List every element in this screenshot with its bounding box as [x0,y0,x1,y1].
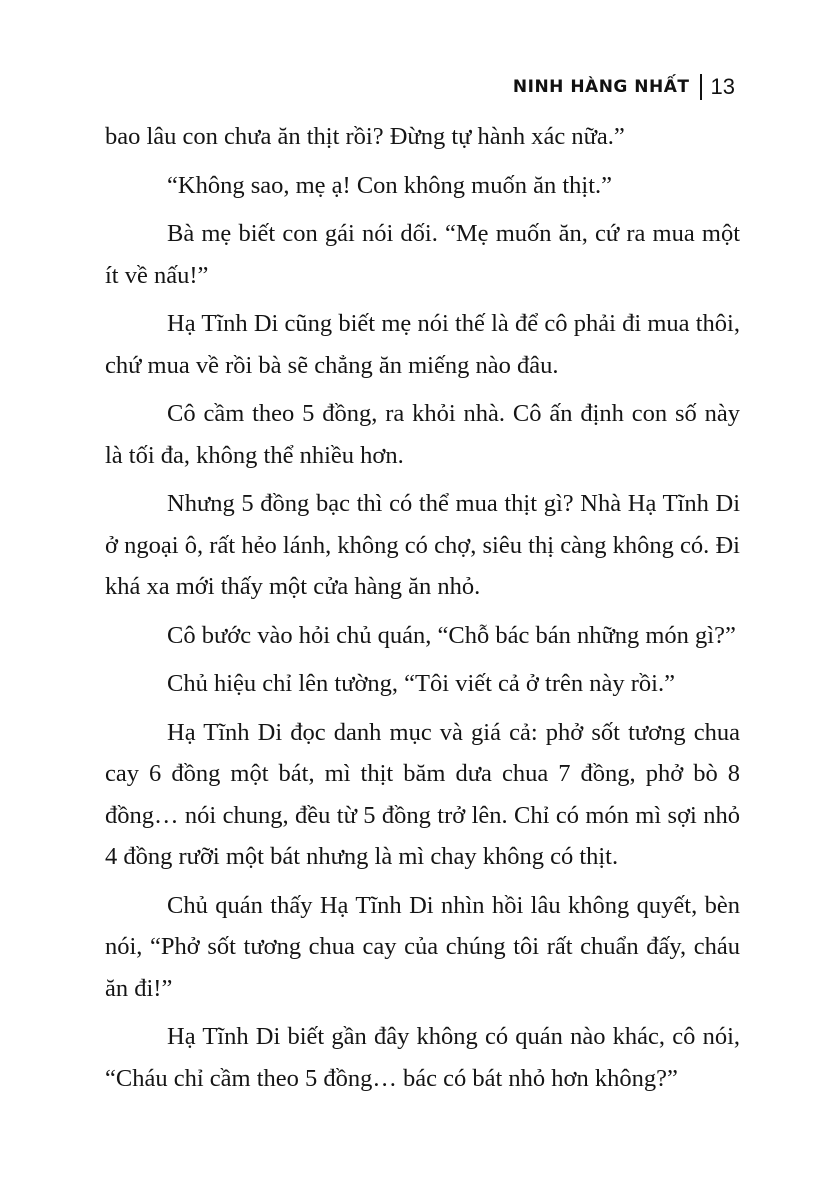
paragraph: Hạ Tĩnh Di cũng biết mẹ nói thế là để cô phải đi mua thôi, chứ mua về rồi bà sẽ chẳng ăn miếng nào đâu. [105,310,740,379]
paragraph: Chủ quán thấy Hạ Tĩnh Di nhìn hồi lâu không quyết, bèn nói, “Phở sốt tương chua cay của chúng tôi rất chuẩn đấy, cháu ăn đi!” [105,891,740,1002]
page-number: 13 [710,74,735,99]
paragraph: bao lâu con chưa ăn thịt rồi? Đừng tự hành xác nữa.” [105,123,625,150]
paragraph: Chủ hiệu chỉ lên tường, “Tôi viết cả ở trên này rồi.” [167,670,675,697]
paragraph: Cô bước vào hỏi chủ quán, “Chỗ bác bán những món gì?” [167,621,736,649]
paragraph: Nhưng 5 đồng bạc thì có thể mua thịt gì? Nhà Hạ Tĩnh Di ở ngoại ô, rất hẻo lánh, không có chợ, siêu thị càng không có. Đi khá xa mới thấy một cửa hàng ăn nhỏ. [105,490,740,600]
header-divider [700,74,702,100]
paragraph: “Không sao, mẹ ạ! Con không muốn ăn thịt.” [167,171,613,199]
paragraph: Hạ Tĩnh Di biết gần đây không có quán nào khác, cô nói, “Cháu chỉ cầm theo 5 đồng… bác có bát nhỏ hơn không?” [105,1023,740,1092]
paragraph: Cô cầm theo 5 đồng, ra khỏi nhà. Cô ấn định con số này là tối đa, không thể nhiều hơn. [105,400,740,469]
running-head [513,74,735,100]
paragraph: Bà mẹ biết con gái nói dối. “Mẹ muốn ăn, cứ ra mua một ít về nấu!” [105,220,740,289]
body-text [105,116,740,1106]
running-title: NINH HÀNG NHẤT [512,77,690,97]
paragraph: Hạ Tĩnh Di đọc danh mục và giá cả: phở sốt tương chua cay 6 đồng một bát, mì thịt băm dưa chua 7 đồng, phở bò 8 đồng… nói chung, đều từ 5 đồng trở lên. Chỉ có món mì sợi nhỏ 4 đồng rưỡi một bát nhưng là mì chay không có thịt. [105,718,740,870]
